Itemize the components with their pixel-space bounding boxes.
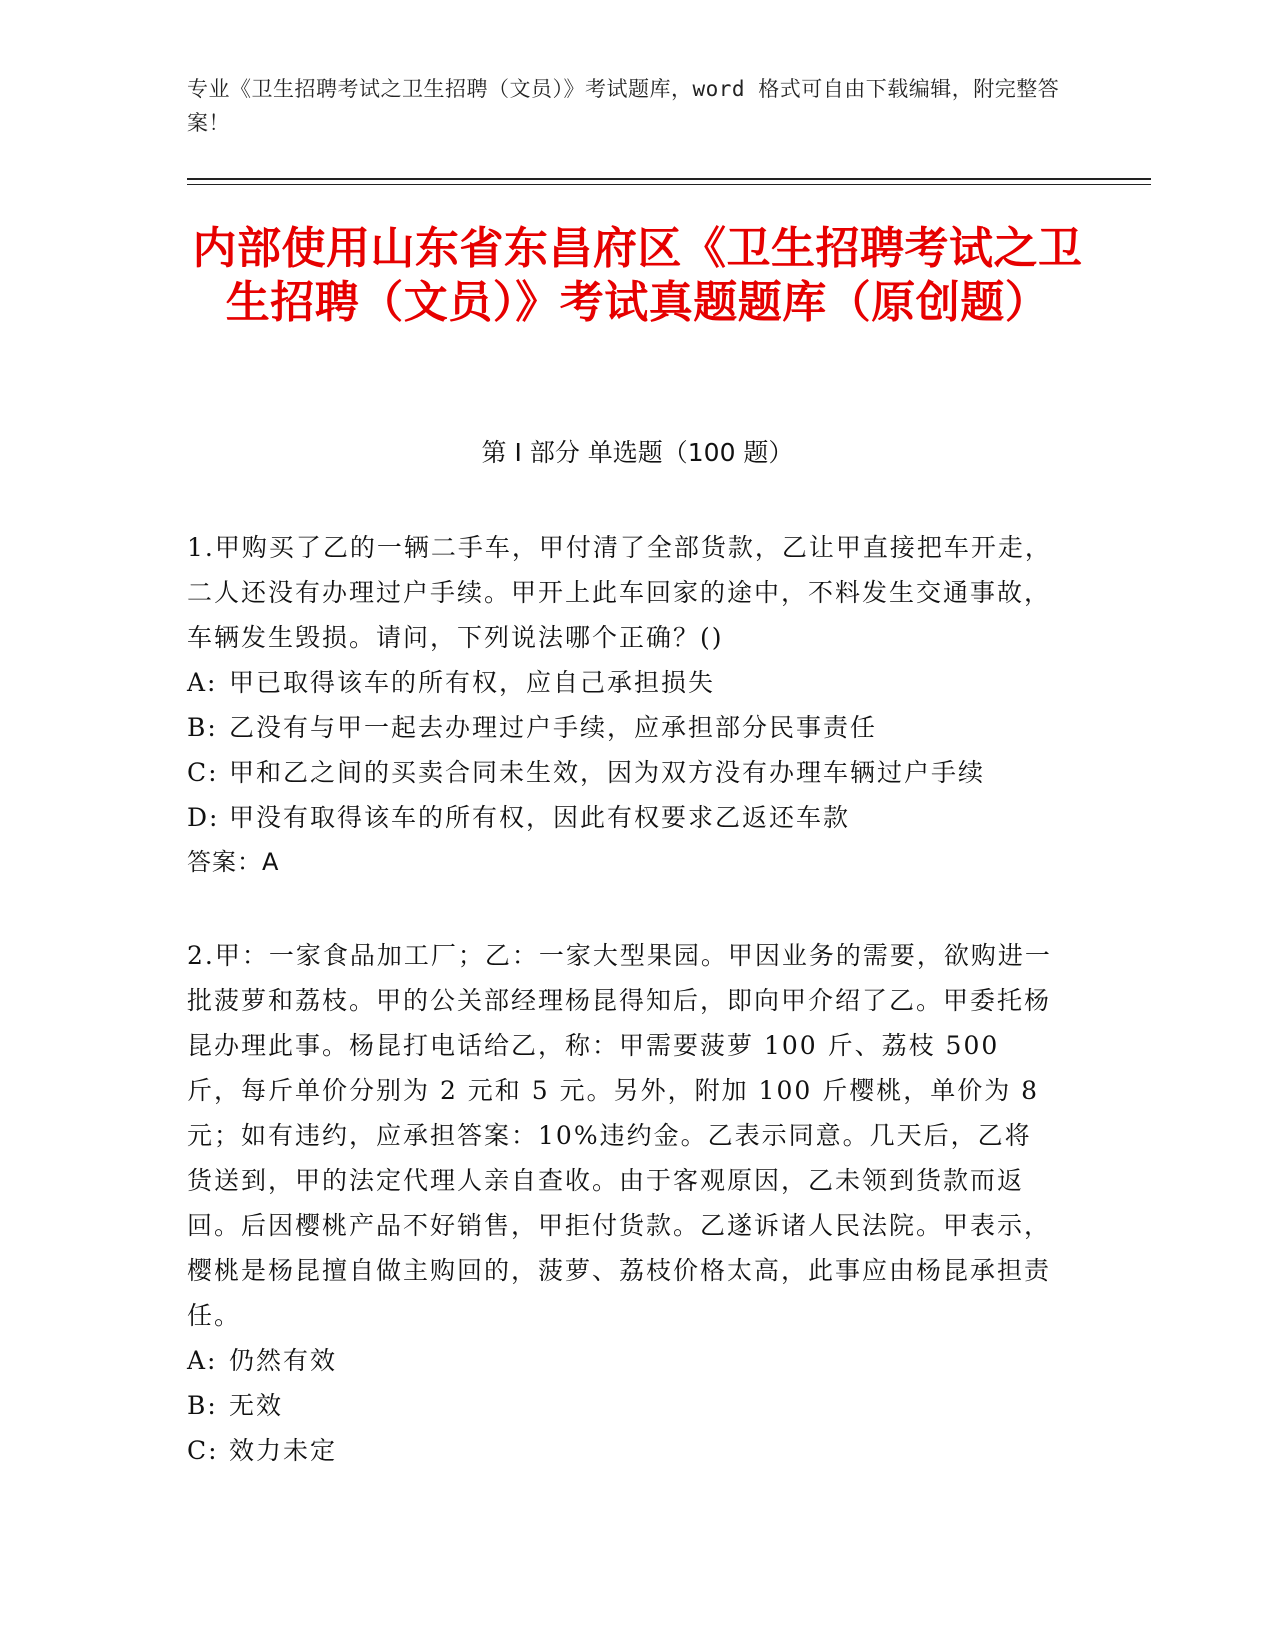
option-key: A: xyxy=(187,1346,218,1375)
option-b xyxy=(187,705,1057,750)
option-c xyxy=(187,750,1057,795)
option-a xyxy=(187,1338,1057,1383)
option-a xyxy=(187,660,1057,705)
option-text: 乙没有与甲一起去办理过户手续，应承担部分民事责任 xyxy=(229,713,878,742)
answer-line: 答案：A xyxy=(187,848,280,876)
option-key: C: xyxy=(187,1436,219,1465)
option-text: 甲没有取得该车的所有权，因此有权要求乙返还车款 xyxy=(229,803,851,832)
option-b xyxy=(187,1383,1057,1428)
option-key: B: xyxy=(187,713,218,742)
option-text: 仍然有效 xyxy=(229,1346,338,1375)
question-stem: 1.甲购买了乙的一辆二手车，甲付清了全部货款，乙让甲直接把车开走，二人还没有办理过户手续。甲开上此车回家的途中，不料发生交通事故，车辆发生毁损。请问，下列说法哪个正确？() xyxy=(187,533,1052,652)
option-key: C: xyxy=(187,758,219,787)
option-text: 无效 xyxy=(229,1391,284,1420)
option-text: 效力未定 xyxy=(229,1436,338,1465)
option-key: B: xyxy=(187,1391,218,1420)
header-note: 专业《卫生招聘考试之卫生招聘（文员）》考试题库，word 格式可自由下载编辑，附完整答案！ xyxy=(187,77,1060,135)
question-1 xyxy=(187,525,1057,885)
option-key: A: xyxy=(187,668,218,697)
document-title: 内部使用山东省东昌府区《卫生招聘考试之卫生招聘（文员）》考试真题题库（原创题） xyxy=(192,223,1083,328)
option-c xyxy=(187,1428,1057,1473)
option-key: D: xyxy=(187,803,220,832)
header-rule xyxy=(187,178,1151,180)
section-heading: 第 I 部分 单选题（100 题） xyxy=(481,438,794,467)
question-stem: 2.甲：一家食品加工厂；乙：一家大型果园。甲因业务的需要，欲购进一批菠萝和荔枝。甲的公关部经理杨昆得知后，即向甲介绍了乙。甲委托杨昆办理此事。杨昆打电话给乙，称：甲需要菠萝 100 斤、荔枝 500 斤，每斤单价分别为 2 元和 5 元。另外，附加 100 斤樱桃，单价为 8 元；如有违约，应承担答案：10%违约金。乙表示同意。几天后，乙将货送到，甲的法定代理人亲自查收。由于客观原因，乙未领到货款而返回。后因樱桃产品不好销售，甲拒付货款。乙遂诉诸人民法院。甲表示，樱桃是杨昆擅自做主购回的，菠萝、荔枝价格太高，此事应由杨昆承担责任。 xyxy=(187,941,1052,1330)
option-text: 甲和乙之间的买卖合同未生效，因为双方没有办理车辆过户手续 xyxy=(229,758,986,787)
question-2 xyxy=(187,933,1057,1473)
option-text: 甲已取得该车的所有权，应自己承担损失 xyxy=(229,668,716,697)
option-d xyxy=(187,795,1057,840)
header-rule-thin xyxy=(187,184,1151,185)
